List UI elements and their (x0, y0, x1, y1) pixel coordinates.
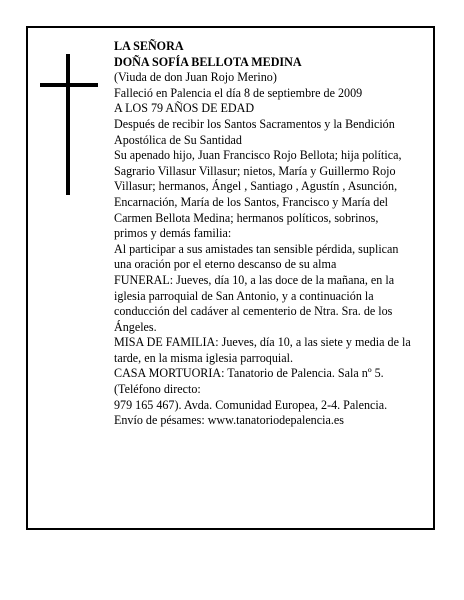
deceased-name: DOÑA SOFÍA BELLOTA MEDINA (114, 54, 302, 69)
funeral-info: FUNERAL: Jueves, día 10, a las doce de la mañana, en la iglesia parroquial de San Antonio, y a continuación la conducción del cadáver al cementerio de Ntra. Sra. de los Ángeles. (114, 272, 395, 334)
cross-horizontal-bar (40, 83, 98, 87)
cross-vertical-bar (66, 54, 70, 195)
widow-line: (Viuda de don Juan Rojo Merino) (114, 70, 277, 85)
death-date: Falleció en Palencia el día 8 de septiembre de 2009 (114, 85, 363, 100)
age-line: A LOS 79 AÑOS DE EDAD (114, 101, 255, 116)
sacraments-line: Después de recibir los Santos Sacramentos y la Bendición Apostólica de Su Santidad (114, 116, 395, 147)
mass-info: MISA DE FAMILIA: Jueves, día 10, a las siete y media de la tarde, en la misma iglesia parroquial. (114, 335, 411, 365)
condolences-line: Envío de pésames: www.tanatoriodepalencia.es (114, 413, 344, 428)
address-line: 979 165 467). Avda. Comunidad Europea, 2-4. Palencia. (114, 397, 388, 412)
obituary-text (114, 39, 414, 429)
prayer-request: Al participar a sus amistades tan sensible pérdida, suplican una oración por el eterno descanso de su alma (114, 241, 399, 272)
title-line: LA SEÑORA (114, 39, 184, 53)
mortuary-info: CASA MORTUORIA: Tanatorio de Palencia. Sala nº 5. (Teléfono directo: (114, 366, 384, 397)
family-list: Su apenado hijo, Juan Francisco Rojo Bellota; hija política, Sagrario Villasur Villasur; nietos, María y Guillermo Rojo Villasur; hermanos, Ángel , Santiago , Agustín , Asunción, Encarnación, María de los Santos, Francisco y María del Carmen Bellota Medina; hermanos políticos, sobrinos, primos y demás familia: (114, 148, 402, 241)
